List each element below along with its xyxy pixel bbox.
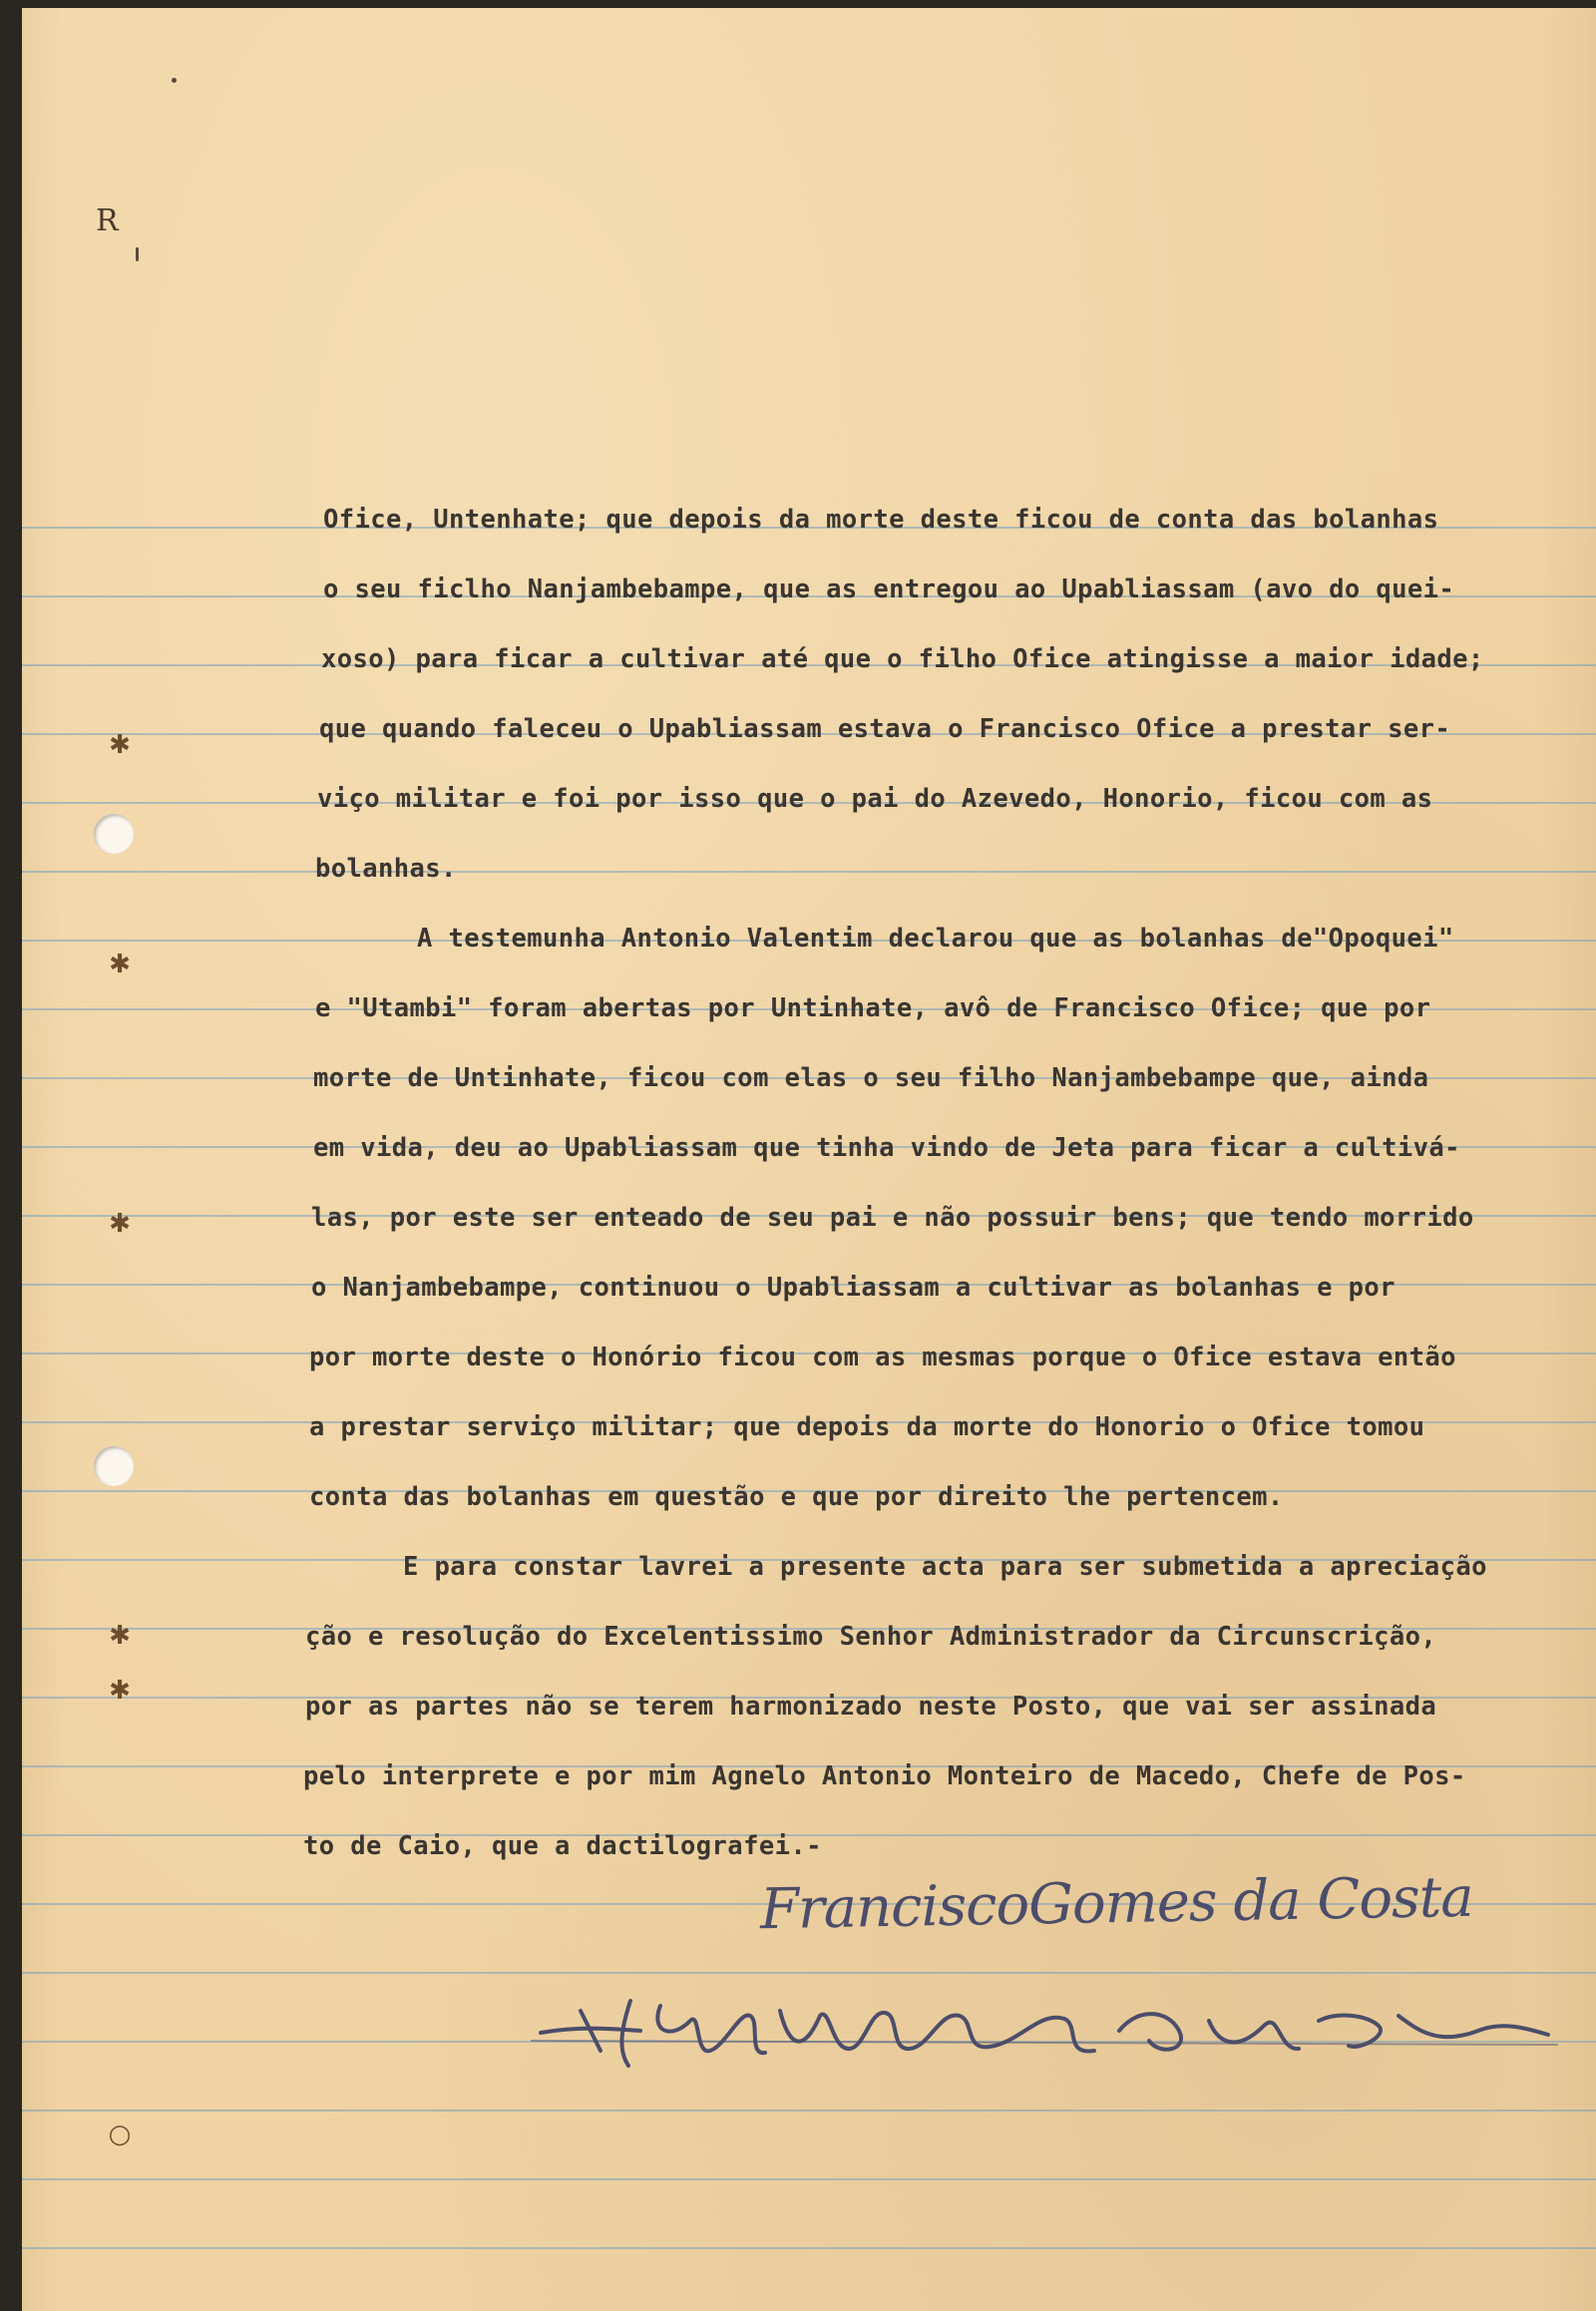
text-line: pelo interprete e por mim Agnelo Antonio Monteiro de Macedo, Chefe de Pos- <box>303 1761 1466 1791</box>
pin-hole-icon: ✱ <box>109 730 131 760</box>
text-line: a prestar serviço militar; que depois da morte do Honorio o Ofice tomou <box>309 1412 1425 1442</box>
pin-hole-icon: ✱ <box>109 1209 131 1239</box>
signature-francisco: FranciscoGomes da Costa <box>759 1864 1474 1943</box>
text-line: E para constar lavrei a presente acta para ser submetida a apreciação <box>403 1552 1487 1582</box>
margin-mark: R <box>96 203 119 238</box>
text-line: A testemunha Antonio Valentim declarou que as bolanhas de"Opoquei" <box>417 924 1454 954</box>
text-line: conta das bolanhas em questão e que por direito lhe pertencem. <box>309 1482 1284 1512</box>
pin-hole-icon: ✱ <box>109 950 131 979</box>
pin-hole-icon: ✱ <box>109 1676 131 1706</box>
text-line: o seu ficlho Nanjambebampe, que as entregou ao Upabliassam (avo do quei- <box>323 575 1455 604</box>
signature-scribble-icon <box>521 1971 1568 2081</box>
text-line: morte de Untinhate, ficou com elas o seu filho Nanjambebampe que, ainda <box>313 1063 1429 1093</box>
pin-hole-icon: ○ <box>108 2119 132 2149</box>
text-line: bolanhas. <box>315 854 457 884</box>
typed-text-body <box>22 8 1596 2311</box>
text-line: por morte deste o Honório ficou com as mesmas porque o Ofice estava então <box>309 1343 1456 1372</box>
signature-agnelo <box>521 1971 1568 2081</box>
text-line: que quando faleceu o Upabliassam estava o Francisco Ofice a prestar ser- <box>319 714 1451 744</box>
text-line: em vida, deu ao Upabliassam que tinha vindo de Jeta para ficar a cultivá- <box>313 1133 1460 1163</box>
pin-hole-icon: ✱ <box>109 1621 131 1651</box>
text-line: to de Caio, que a dactilografei.- <box>303 1831 822 1861</box>
text-line: las, por este ser enteado de seu pai e não possuir bens; que tendo morrido <box>311 1203 1474 1233</box>
text-line: Ofice, Untenhate; que depois da morte deste ficou de conta das bolanhas <box>323 505 1439 535</box>
document-page <box>22 8 1596 2311</box>
text-line: e "Utambi" foram abertas por Untinhate, avô de Francisco Ofice; que por <box>315 993 1431 1023</box>
text-line: o Nanjambebampe, continuou o Upabliassam a cultivar as bolanhas e por <box>311 1273 1396 1303</box>
text-line: xoso) para ficar a cultivar até que o filho Ofice atingisse a maior idade; <box>321 644 1484 674</box>
text-line: viço militar e foi por isso que o pai do Azevedo, Honorio, ficou com as <box>317 784 1433 814</box>
text-line: por as partes não se terem harmonizado neste Posto, que vai ser assinada <box>305 1692 1437 1722</box>
text-line: ção e resolução do Excelentissimo Senhor Administrador da Circunscrição, <box>305 1622 1437 1652</box>
